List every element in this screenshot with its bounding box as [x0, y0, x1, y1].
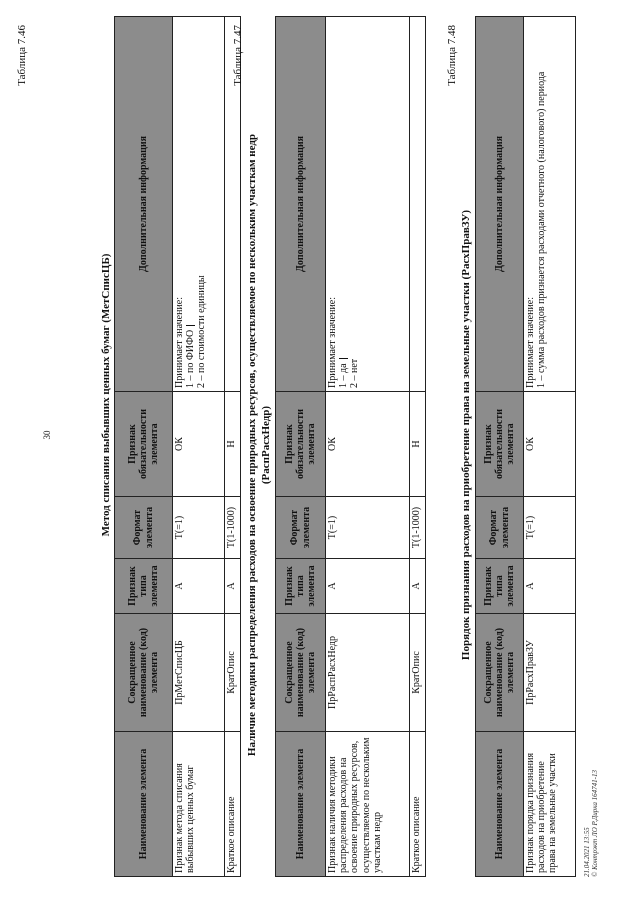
cell-element-required: ОК [173, 392, 225, 497]
header-element-name: Наименование элемента [115, 732, 173, 877]
table-row [326, 17, 410, 877]
table-caption-7-47: Наличие методики распределения расходов на освоение природных ресурсов, осуществляемое по нескольким участкам недр [246, 133, 258, 757]
table-row [225, 17, 241, 877]
cell-element-name: Признак наличия методики распределения расходов на освоение природных ресурсов, осуществляемое по нескольким участкам недр [326, 732, 410, 877]
header-element-code: Сокращенное наименование (код) элемента [276, 614, 326, 732]
cell-additional-info [326, 17, 410, 392]
cell-element-required: ОК [524, 392, 576, 497]
table-row [524, 17, 576, 877]
table-header-row [115, 17, 173, 877]
header-additional-info: Дополнительная информация [276, 17, 326, 392]
document-stamp [584, 657, 599, 877]
header-element-code: Сокращенное наименование (код) элемента [476, 614, 524, 732]
cell-element-name: Признак метода списания выбывших ценных бумаг [173, 732, 225, 877]
cell-element-type: А [225, 559, 241, 614]
stamp-line: © Контрэкт ЛО Р.Дирка 164741-13 [590, 770, 599, 877]
info-line: Принимает значение: [327, 296, 338, 388]
header-element-required: Признак обязательности элемента [276, 392, 326, 497]
header-element-required: Признак обязательности элемента [115, 392, 173, 497]
cell-additional-info [410, 17, 426, 392]
header-additional-info: Дополнительная информация [115, 17, 173, 392]
cell-element-type: А [326, 559, 410, 614]
cell-element-code: ПрРаспРасхНедр [326, 614, 410, 732]
cursor-mark [186, 325, 195, 326]
table-7-47 [275, 16, 426, 877]
cell-additional-info [173, 17, 225, 392]
header-element-name: Наименование элемента [476, 732, 524, 877]
info-line: 2 – по стоимости единицы [196, 275, 208, 388]
header-element-format: Формат элемента [276, 497, 326, 559]
table-caption-7-47-code: (РаспРасхНедр) [260, 405, 272, 485]
cell-element-name: Краткое описание [410, 732, 426, 877]
cell-element-code: ПрМетСписЦБ [173, 614, 225, 732]
table-label-7-46: Таблица 7.46 [16, 25, 28, 86]
header-element-code: Сокращенное наименование (код) элемента [115, 614, 173, 732]
table-label-7-47: Таблица 7.47 [232, 25, 244, 86]
cell-element-format: T(=1) [326, 497, 410, 559]
header-element-name: Наименование элемента [276, 732, 326, 877]
info-line-text: 1 – по ФИФО [185, 329, 197, 388]
cell-element-required: ОК [326, 392, 410, 497]
table-row [410, 17, 426, 877]
page-number: 30 [42, 430, 52, 440]
cell-additional-info [524, 17, 576, 392]
info-line [185, 20, 196, 388]
info-line: Принимает значение: [174, 296, 185, 388]
header-element-type: Признак типа элемента [276, 559, 326, 614]
stamp-line: 21.04.2021 13:55 [583, 827, 591, 877]
header-element-format: Формат элемента [476, 497, 524, 559]
cell-element-format: T(1-1000) [225, 497, 241, 559]
cell-element-name: Краткое описание [225, 732, 241, 877]
table-7-48 [475, 16, 576, 877]
table-7-46 [114, 16, 241, 877]
cell-element-code: ПрРасхПравЗУ [524, 614, 576, 732]
info-line: 2 – нет [349, 358, 361, 388]
cell-element-required: Н [225, 392, 241, 497]
info-line [338, 20, 349, 388]
cell-element-required: Н [410, 392, 426, 497]
info-line: 1 – сумма расходов признается расходами отчетного (налогового) периода [536, 71, 548, 388]
header-element-type: Признак типа элемента [115, 559, 173, 614]
header-element-format: Формат элемента [115, 497, 173, 559]
header-element-type: Признак типа элемента [476, 559, 524, 614]
cell-element-format: T(1-1000) [410, 497, 426, 559]
table-row [173, 17, 225, 877]
cell-element-format: T(=1) [524, 497, 576, 559]
info-line-text: 1 – да [338, 363, 350, 388]
cursor-mark [339, 358, 348, 359]
cell-element-format: T(=1) [173, 497, 225, 559]
cell-element-type: А [524, 559, 576, 614]
cell-element-code: КратОпис [410, 614, 426, 732]
table-caption-7-48: Порядок признания расходов на приобретение права на земельные участки (РасхПравЗУ) [460, 209, 472, 661]
cell-element-name: Признак порядка признания расходов на приобретение права на земельные участки [524, 732, 576, 877]
table-header-row [476, 17, 524, 877]
cell-element-type: А [410, 559, 426, 614]
table-label-7-48: Таблица 7.48 [446, 25, 458, 86]
cell-element-type: А [173, 559, 225, 614]
header-additional-info: Дополнительная информация [476, 17, 524, 392]
table-caption-7-46: Метод списания выбывших ценных бумаг (МетСписЦБ) [100, 253, 112, 537]
table-header-row [276, 17, 326, 877]
cell-element-code: КратОпис [225, 614, 241, 732]
header-element-required: Признак обязательности элемента [476, 392, 524, 497]
info-line: Принимает значение: [525, 296, 536, 388]
